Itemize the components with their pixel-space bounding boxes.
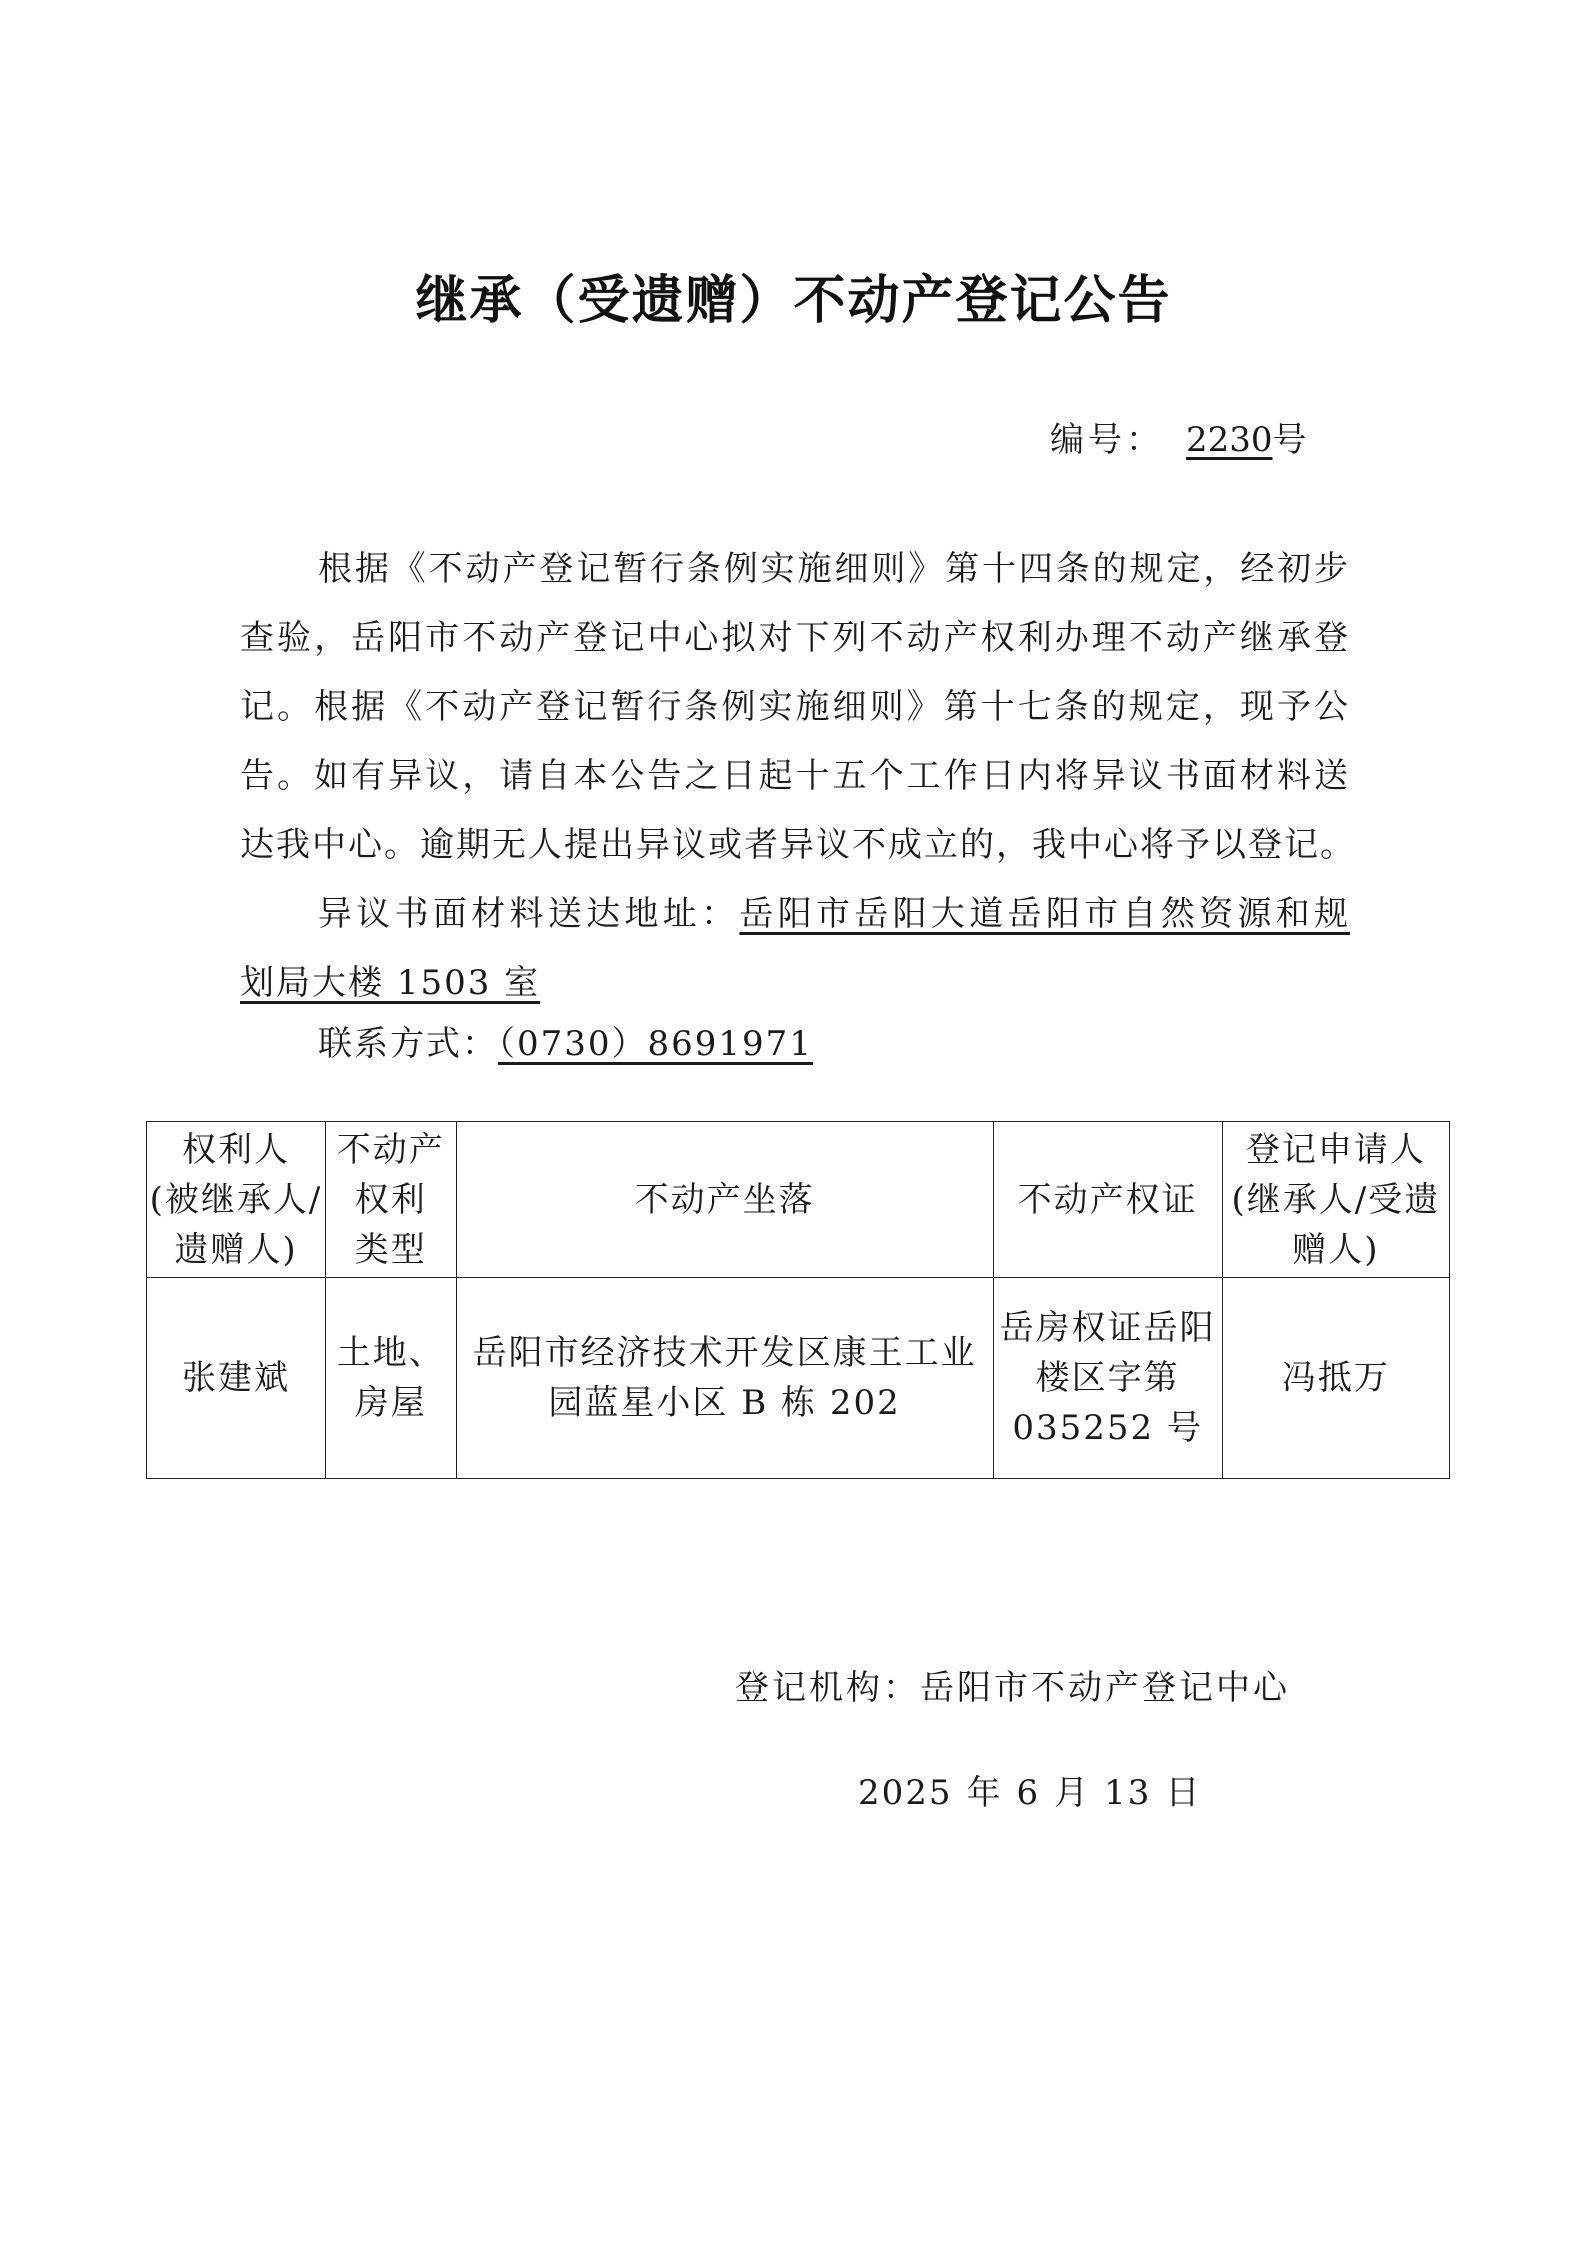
notice-number bbox=[1050, 412, 1311, 461]
address-value-2: 划局大楼 1503 室 bbox=[240, 963, 541, 1003]
paragraph-line: 根据《不动产登记暂行条例实施细则》第十四条的规定，经初步 bbox=[318, 549, 1350, 589]
header-applicant: 登记申请人 (继承人/受遗 赠人) bbox=[1222, 1122, 1449, 1278]
cell-holder: 张建斌 bbox=[147, 1278, 326, 1479]
date-month: 6 bbox=[1016, 1773, 1041, 1813]
address-label: 异议书面材料送达地址： bbox=[318, 894, 740, 934]
table-row bbox=[147, 1278, 1450, 1479]
number-value: 2230 bbox=[1186, 420, 1273, 460]
contact-line bbox=[240, 1010, 1350, 1079]
contact-block bbox=[240, 1010, 1350, 1079]
cell-location: 岳阳市经济技术开发区康王工业 园蓝星小区 B 栋 202 bbox=[456, 1278, 993, 1479]
date-day: 13 bbox=[1104, 1773, 1152, 1813]
paragraph-line: 记。根据《不动产登记暂行条例实施细则》第十七条的规定，现予公 bbox=[240, 687, 1350, 727]
header-holder: 权利人 (被继承人/ 遗赠人) bbox=[147, 1122, 326, 1278]
paragraph-line: 达我中心。逾期无人提出异议或者异议不成立的，我中心将予以登记。 bbox=[240, 825, 1356, 865]
header-right-type: 不动产 权利 类型 bbox=[325, 1122, 456, 1278]
address-line-1 bbox=[240, 880, 1350, 949]
cell-applicant: 冯抵万 bbox=[1222, 1278, 1449, 1479]
header-location: 不动产坐落 bbox=[456, 1122, 993, 1278]
cell-certificate: 岳房权证岳阳 楼区字第 035252 号 bbox=[993, 1278, 1222, 1479]
contact-label: 联系方式： bbox=[318, 1024, 498, 1064]
registration-org: 登记机构：岳阳市不动产登记中心 bbox=[735, 1668, 1290, 1708]
page-title: 继承（受遗赠）不动产登记公告 bbox=[415, 271, 1172, 331]
date-year-unit: 年 bbox=[966, 1773, 1003, 1813]
table-header-row bbox=[147, 1122, 1450, 1278]
registration-table bbox=[146, 1121, 1450, 1479]
cell-right-type: 土地、 房屋 bbox=[325, 1278, 456, 1479]
address-value-1: 岳阳市岳阳大道岳阳市自然资源和规 bbox=[739, 894, 1351, 934]
paragraph-line: 查验，岳阳市不动产登记中心拟对下列不动产权利办理不动产继承登 bbox=[240, 618, 1350, 658]
notice-date bbox=[858, 1765, 1215, 1814]
address-block bbox=[240, 880, 1350, 1018]
number-suffix: 号 bbox=[1272, 420, 1311, 460]
header-certificate: 不动产权证 bbox=[993, 1122, 1222, 1278]
contact-value: （0730）8691971 bbox=[498, 1024, 813, 1064]
number-label: 编号： bbox=[1050, 420, 1164, 460]
date-year: 2025 bbox=[858, 1773, 953, 1813]
paragraph-line: 告。如有异议，请自本公告之日起十五个工作日内将异议书面材料送 bbox=[240, 756, 1350, 796]
notice-paragraph bbox=[240, 535, 1356, 880]
date-day-unit: 日 bbox=[1165, 1773, 1202, 1813]
date-month-unit: 月 bbox=[1054, 1773, 1091, 1813]
address-line-2 bbox=[240, 949, 1350, 1018]
